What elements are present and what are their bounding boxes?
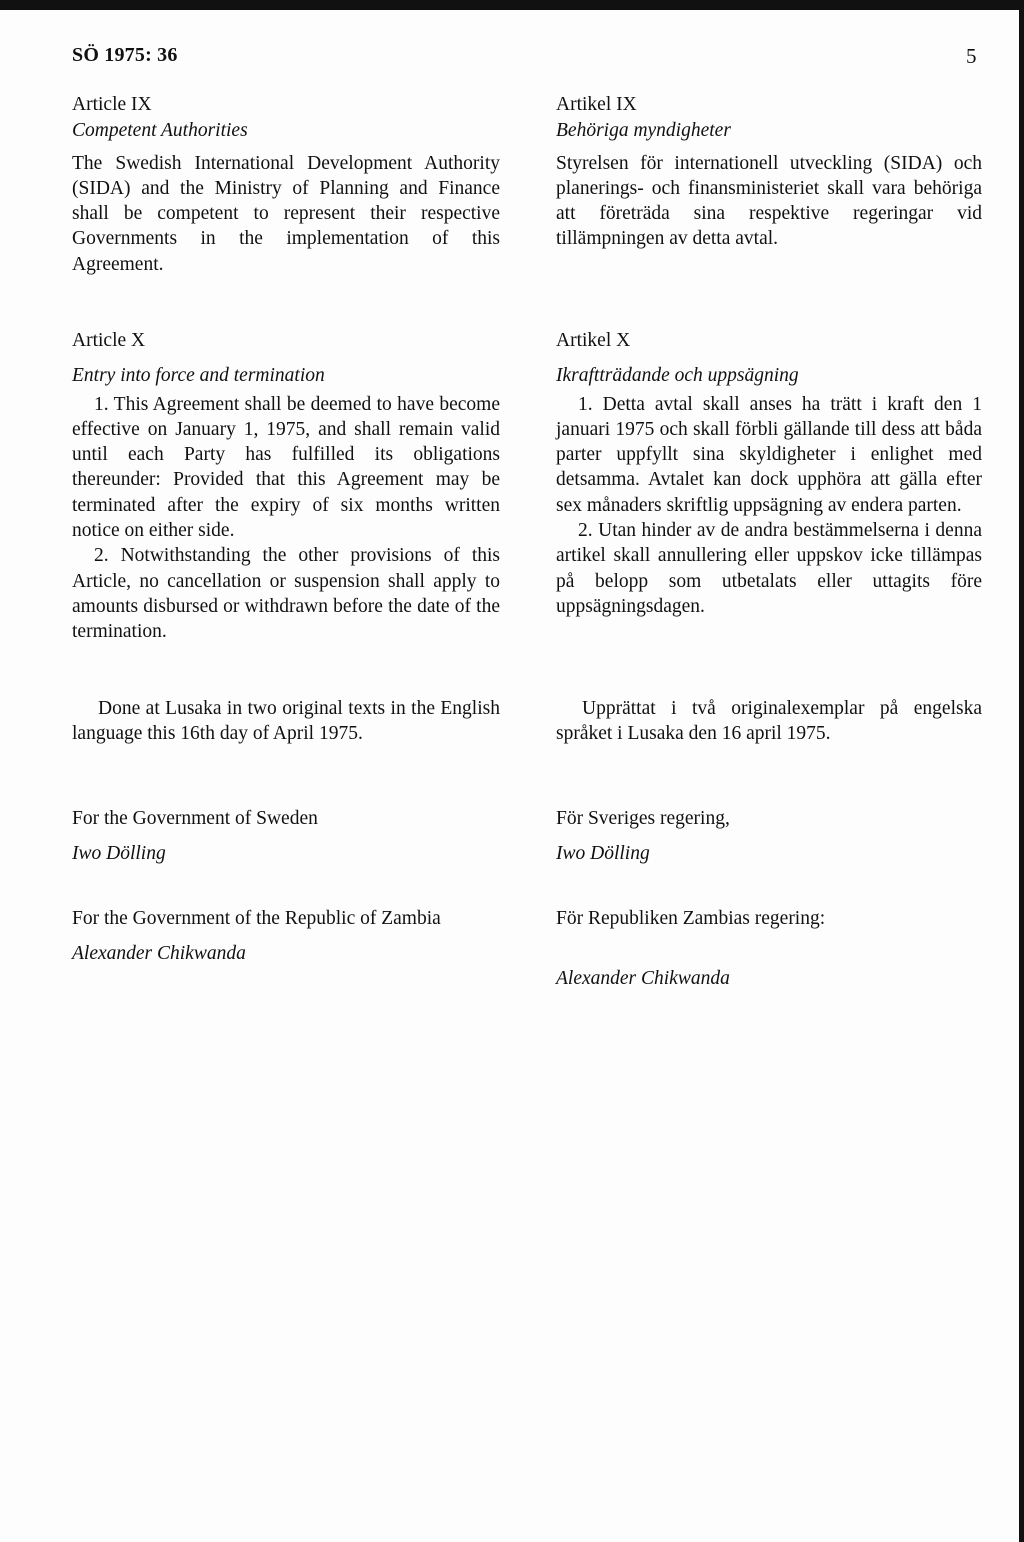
sweden-signature-block [72,806,500,867]
article-x-title: Article X [72,330,146,351]
article-ix-subtitle: Competent Authorities [72,120,248,142]
artikel-ix-section [556,92,982,252]
article-x-para2: 2. Notwithstanding the other provisions of this Article, no cancellation or suspension shall apply to amounts disbursed or withdrawn before the date of the termination. [72,545,500,643]
artikel-x-para1: 1. Detta avtal skall anses ha trätt i kraft den 1 januari 1975 och skall förbli gällande till dess att båda parter uppfyllt sina skyldigheter i enlighet med detsamma. Avtalet kan dock upphöra att gälla efter sex månaders skriftlig uppsägning av endera parten. [556,393,982,516]
artikel-ix-text: Styrelsen för internationell utveckling (SIDA) och planerings- och finansministeriet skall vara behöriga att företräda sina respektive regeringar vid tillämpningen av detta avtal. [556,152,982,250]
article-ix-text: The Swedish International Development Authority (SIDA) and the Ministry of Planning and Finance shall be competent to represent their respective Governments in the implementation of this Agreement. [72,152,500,275]
done-at-text: Done at Lusaka in two original texts in the English language this 16th day of April 1975. [72,698,500,745]
page-number: 5 [966,44,977,68]
artikel-x-subtitle: Ikraftträdande och uppsägning [556,365,799,387]
zambia-signature-block [72,906,500,967]
artikel-x-section [556,328,982,619]
done-at-section [72,696,500,747]
sverige-signatory: Iwo Dölling [556,843,650,865]
upprattat-text: Upprättat i två originalexemplar på engelska språket i Lusaka den 16 april 1975. [556,698,982,745]
zambia-sv-signature-block [556,906,982,992]
artikel-ix-title: Artikel IX [556,94,637,115]
article-x-subtitle: Entry into force and termination [72,365,325,387]
sweden-signatory: Iwo Dölling [72,843,166,865]
artikel-x-para2: 2. Utan hinder av de andra bestämmelserna i denna artikel skall annullering eller uppskov icke tillämpas på belopp som utbetalats eller uttagits före uppsägningsdagen. [556,520,982,617]
sverige-label: För Sveriges regering, [556,808,730,829]
article-x-para1: 1. This Agreement shall be deemed to have become effective on January 1, 1975, and shall remain valid until each Party has fulfilled its obligations thereunder: Provided that this Agreement may be terminated after the expiry of six months written notice on either side. [72,393,500,542]
artikel-ix-subtitle: Behöriga myndigheter [556,120,731,142]
document-id: SÖ 1975: 36 [72,44,178,66]
article-ix-title: Article IX [72,94,152,115]
article-x-section [72,328,500,645]
zambia-label: For the Government of the Republic of Zambia [72,908,441,929]
zambia-sv-signatory: Alexander Chikwanda [556,968,730,990]
sweden-label: For the Government of Sweden [72,808,318,829]
zambia-signatory: Alexander Chikwanda [72,943,246,965]
sverige-signature-block [556,806,982,867]
article-ix-section [72,92,500,277]
upprattat-section [556,696,982,747]
zambia-sv-label: För Republiken Zambias regering: [556,908,826,929]
artikel-x-title: Artikel X [556,330,631,351]
